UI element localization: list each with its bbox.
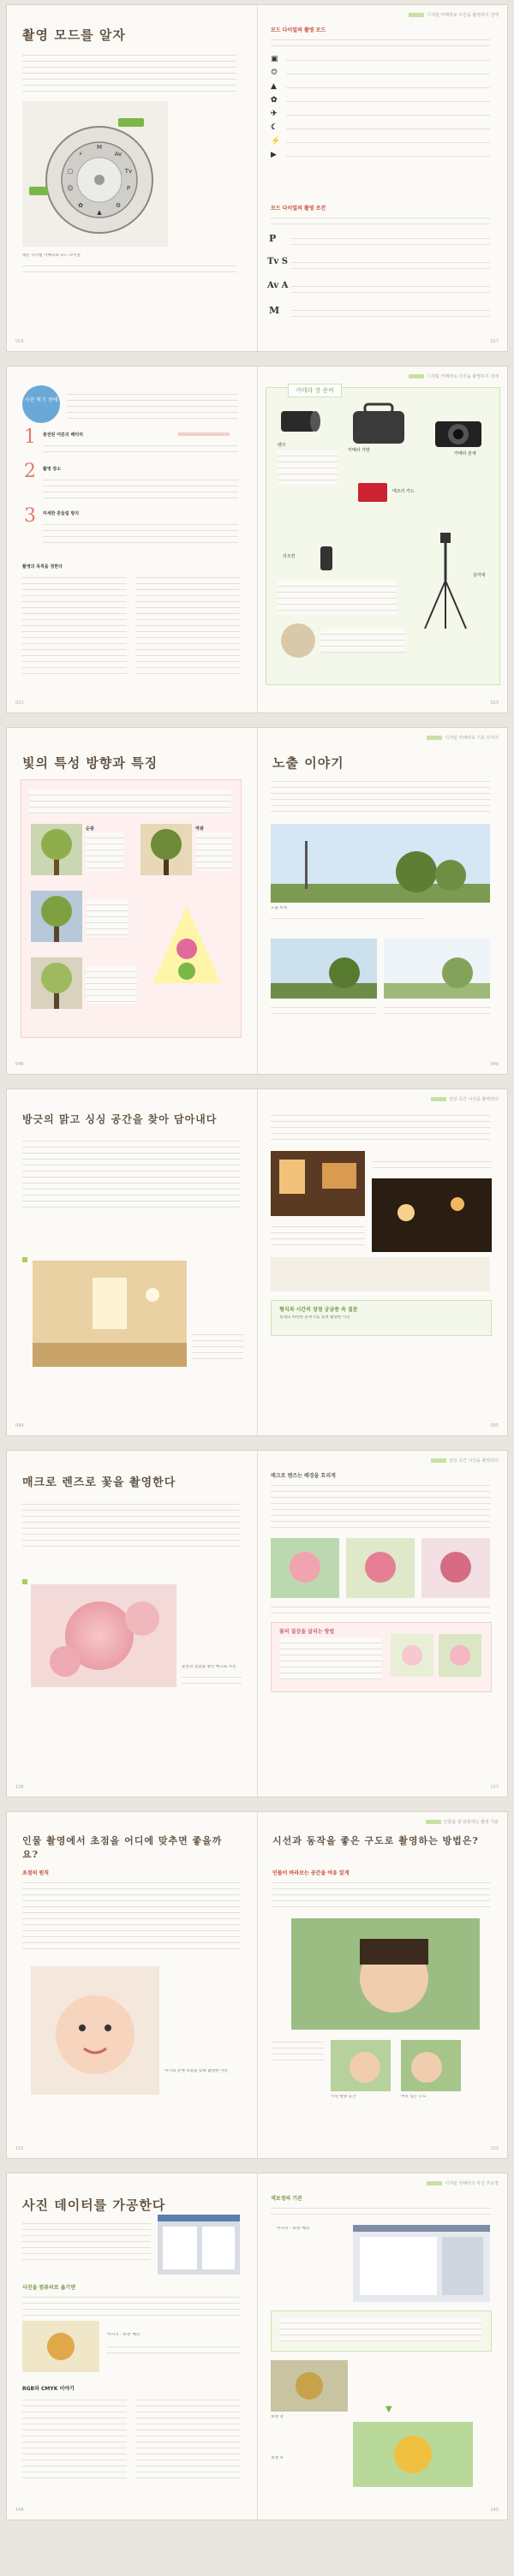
spread-7	[7, 2174, 507, 2519]
text-block	[22, 50, 236, 97]
svg-text:⚙: ⚙	[115, 202, 122, 209]
tree-photo-4	[31, 957, 82, 1009]
child-photo-main	[291, 1918, 480, 2030]
text-block	[271, 212, 490, 230]
mode-dial-illustration	[22, 101, 168, 247]
section-subtitle: 사진을 컴퓨터로 옮기면	[22, 2285, 76, 2291]
exposure-photo-a	[271, 939, 377, 999]
page-number: 048	[15, 1062, 24, 1067]
page-095	[257, 1089, 507, 1435]
running-header: 디지털 카메라로 사진을 촬영하기 전에	[409, 12, 499, 18]
memory-card-photo	[358, 483, 387, 502]
page-title: 방긋의 맑고 싱싱 공간을 찾아 담아내다	[22, 1113, 218, 1125]
spread-5	[7, 1451, 507, 1797]
baby-photo	[31, 1966, 159, 2095]
page-133	[257, 1812, 507, 2158]
intro-text	[67, 389, 238, 420]
before-label: 보정 전	[271, 2415, 284, 2419]
sports-icon: ✈	[271, 110, 278, 118]
svg-text:✿: ✿	[78, 202, 83, 209]
page-number: 127	[490, 1785, 499, 1790]
cleaning-cloth-photo	[281, 623, 315, 658]
camera-icon: ▣	[271, 55, 278, 63]
after-label: 보정 후	[271, 2456, 284, 2460]
running-header: 디지털 카메라의 사진 후보정	[427, 2180, 499, 2186]
tree-photo-3	[31, 891, 82, 942]
page-number: 133	[490, 2146, 499, 2151]
section-badge: 카메라 장 준비	[288, 384, 342, 397]
before-photo	[271, 2360, 348, 2412]
flower-photo-a	[271, 1538, 339, 1598]
page-094	[7, 1089, 258, 1435]
body-column-right	[135, 572, 240, 675]
page-title: 노출 이야기	[272, 755, 344, 771]
running-header: 일상 공간 사진을 촬영하다	[431, 1458, 499, 1464]
mode-av-label: Av A	[267, 281, 289, 290]
child-photo-b	[401, 2040, 461, 2091]
step-title: 미세한 흔들림 방지	[43, 511, 80, 516]
page-title: 사진 데이터를 가공한다	[22, 2197, 166, 2213]
sub-caption: 촬영의 목적을 정한다	[22, 564, 63, 569]
running-header: 디지털 카메라로 사진을 촬영하기 전에	[409, 373, 499, 379]
child-caption: 여유 있는 구도	[401, 2095, 427, 2099]
equip-label: 카메라 본체	[454, 451, 476, 456]
page-title: 빛의 특성 방향과 특징	[22, 755, 158, 771]
equip-label: 리모컨	[283, 554, 296, 559]
section-subtitle: 모드 다이얼의 촬영 모드	[271, 27, 326, 33]
after-photo	[353, 2422, 473, 2487]
camera-body-photo	[433, 413, 483, 449]
page-022	[7, 367, 258, 713]
spread-6	[7, 1812, 507, 2158]
page-144	[7, 2174, 258, 2519]
page-title: 시선과 동작을 좋은 구도로 촬영하는 방법은?	[272, 1835, 479, 1846]
menu-screenshot	[22, 2321, 99, 2372]
mode-p-label: P	[269, 233, 277, 244]
portrait-icon: ☺	[271, 69, 278, 77]
svg-text:M: M	[96, 144, 103, 151]
page-number: 126	[15, 1785, 24, 1790]
child-photo-a	[331, 2040, 391, 2091]
baby-caption: 아기의 눈에 초점을 맞춰 촬영한 사진	[164, 2069, 228, 2073]
macro-icon: ✿	[271, 96, 278, 104]
page-048	[7, 728, 258, 1074]
page-number: 023	[490, 701, 499, 706]
point-title: 인물이 바라보는 공간을 여유 있게	[272, 1870, 350, 1876]
page-number: 145	[490, 2507, 499, 2513]
page-number: 094	[15, 1423, 24, 1428]
page-number: 144	[15, 2507, 24, 2513]
photo-caption: 노출 보정	[271, 906, 288, 910]
page-number: 017	[490, 339, 499, 344]
tip-title: 꽃의 질감을 살리는 방법	[279, 1629, 335, 1635]
flower-photo-c	[421, 1538, 490, 1598]
spread-2	[7, 367, 507, 713]
note-caption: 실내의 따뜻한 분위기를 살려 촬영한 사진	[279, 1315, 350, 1320]
svg-text:Av: Av	[114, 151, 123, 158]
section-subtitle: 매크로 렌즈는 배경을 흐리게	[271, 1473, 336, 1479]
mode-m-label: M	[269, 305, 280, 316]
flash-off-icon: ⚡	[271, 137, 281, 146]
note-label: '이미지 - 보정' 메뉴	[106, 2333, 140, 2337]
point-title: 초점의 원칙	[22, 1870, 50, 1876]
svg-text:P: P	[126, 185, 131, 192]
running-header: 일상 공간 사진을 촬영하다	[431, 1096, 499, 1102]
flower-photo-e	[439, 1634, 481, 1677]
body-column-left	[22, 572, 127, 675]
section-badge: 사진 찍기 전에	[22, 385, 60, 423]
step-title: 촬영 장소	[43, 467, 62, 472]
page-132	[7, 1812, 258, 2158]
light-direction-diagram	[144, 897, 230, 992]
spread-4	[7, 1089, 507, 1435]
svg-text:☺: ☺	[67, 185, 74, 192]
arrow-icon: ▼	[386, 2405, 392, 2414]
equip-label: 삼각대	[473, 573, 486, 578]
spread-3	[7, 728, 507, 1074]
photo-caption: 역광	[195, 826, 204, 832]
tripod-photo	[420, 529, 471, 632]
equip-label: 메모리 카드	[392, 489, 415, 494]
software-screenshot	[158, 2215, 240, 2275]
spread-1	[7, 5, 507, 351]
page-title: 촬영 모드를 알자	[22, 27, 126, 43]
remote-photo	[320, 546, 332, 570]
svg-text:Tv: Tv	[124, 168, 133, 175]
camera-bag-photo	[348, 401, 409, 445]
step-number: 1	[24, 426, 36, 448]
corner-tab	[22, 1257, 27, 1262]
page-number: 132	[15, 2146, 24, 2151]
note-label: '이미지 - 보정' 메뉴	[276, 2227, 310, 2231]
caption-lines	[22, 260, 236, 272]
section-subtitle: RGB와 CMYK 이야기	[22, 2386, 75, 2392]
page-number: 049	[490, 1062, 499, 1067]
running-header: 인물을 잘 표현하는 촬영 기술	[426, 1819, 499, 1825]
svg-text:▲: ▲	[97, 209, 102, 216]
page-145	[257, 2174, 507, 2519]
lens-photo	[278, 404, 322, 438]
page-number: 022	[15, 701, 24, 706]
page-127	[257, 1451, 507, 1797]
flower-caption: 꽃잎의 질감을 살린 매크로 사진	[182, 1665, 236, 1669]
mode-tv-label: Tv S	[267, 257, 288, 266]
dial-caption: 캐논 디지털 카메라의 모드 다이얼	[22, 253, 81, 258]
text-block	[271, 34, 490, 51]
cafe-photo-2	[372, 1178, 492, 1252]
running-header: 디지털 카메라로 기초 다지기	[427, 735, 499, 741]
page-023	[257, 367, 507, 713]
page-number: 016	[15, 339, 24, 344]
step-number: 2	[24, 461, 36, 482]
child-caption: 시선 방향 공간	[331, 2095, 356, 2099]
landscape-icon: ▲	[271, 82, 277, 91]
page-126	[7, 1451, 258, 1797]
step-title: 충전된 여분의 배터리	[43, 432, 83, 438]
page-016	[7, 5, 258, 351]
tree-photo-1	[31, 824, 82, 875]
svg-text:⚡: ⚡	[78, 151, 83, 158]
tree-photo-2	[140, 824, 192, 875]
cafe-photo-3	[271, 1257, 490, 1291]
interior-photo	[33, 1261, 187, 1367]
page-049	[257, 728, 507, 1074]
exposure-photo-wide	[271, 824, 490, 903]
page-title: 매크로 렌즈로 꽃을 촬영한다	[22, 1476, 176, 1489]
page-number: 095	[490, 1423, 499, 1428]
page-title: 인물 촬영에서 초점을 어디에 맞추면 좋을까요?	[22, 1835, 223, 1860]
step-bar	[178, 432, 230, 436]
photo-caption: 순광	[86, 826, 94, 832]
movie-icon: ▶	[271, 151, 277, 159]
flower-photo-b	[346, 1538, 415, 1598]
step-number: 3	[24, 505, 36, 527]
cafe-photo-1	[271, 1151, 365, 1216]
equip-label: 렌즈	[278, 443, 286, 448]
section-subtitle: 색보정의 기본	[271, 2196, 302, 2202]
svg-text:▢: ▢	[67, 168, 74, 175]
night-icon: ☾	[271, 123, 278, 132]
flower-macro-photo	[31, 1584, 176, 1687]
note-title: 형식과 시간의 장점 궁금증 속 질문	[279, 1307, 358, 1313]
dialog-screenshot	[353, 2225, 490, 2302]
exposure-photo-b	[384, 939, 490, 999]
section-subtitle: 모드 다이얼의 촬영 조건	[271, 206, 326, 212]
equip-label: 카메라 가방	[348, 448, 370, 453]
corner-tab	[22, 1579, 27, 1584]
flower-photo-d	[391, 1634, 433, 1677]
page-017	[257, 5, 507, 351]
